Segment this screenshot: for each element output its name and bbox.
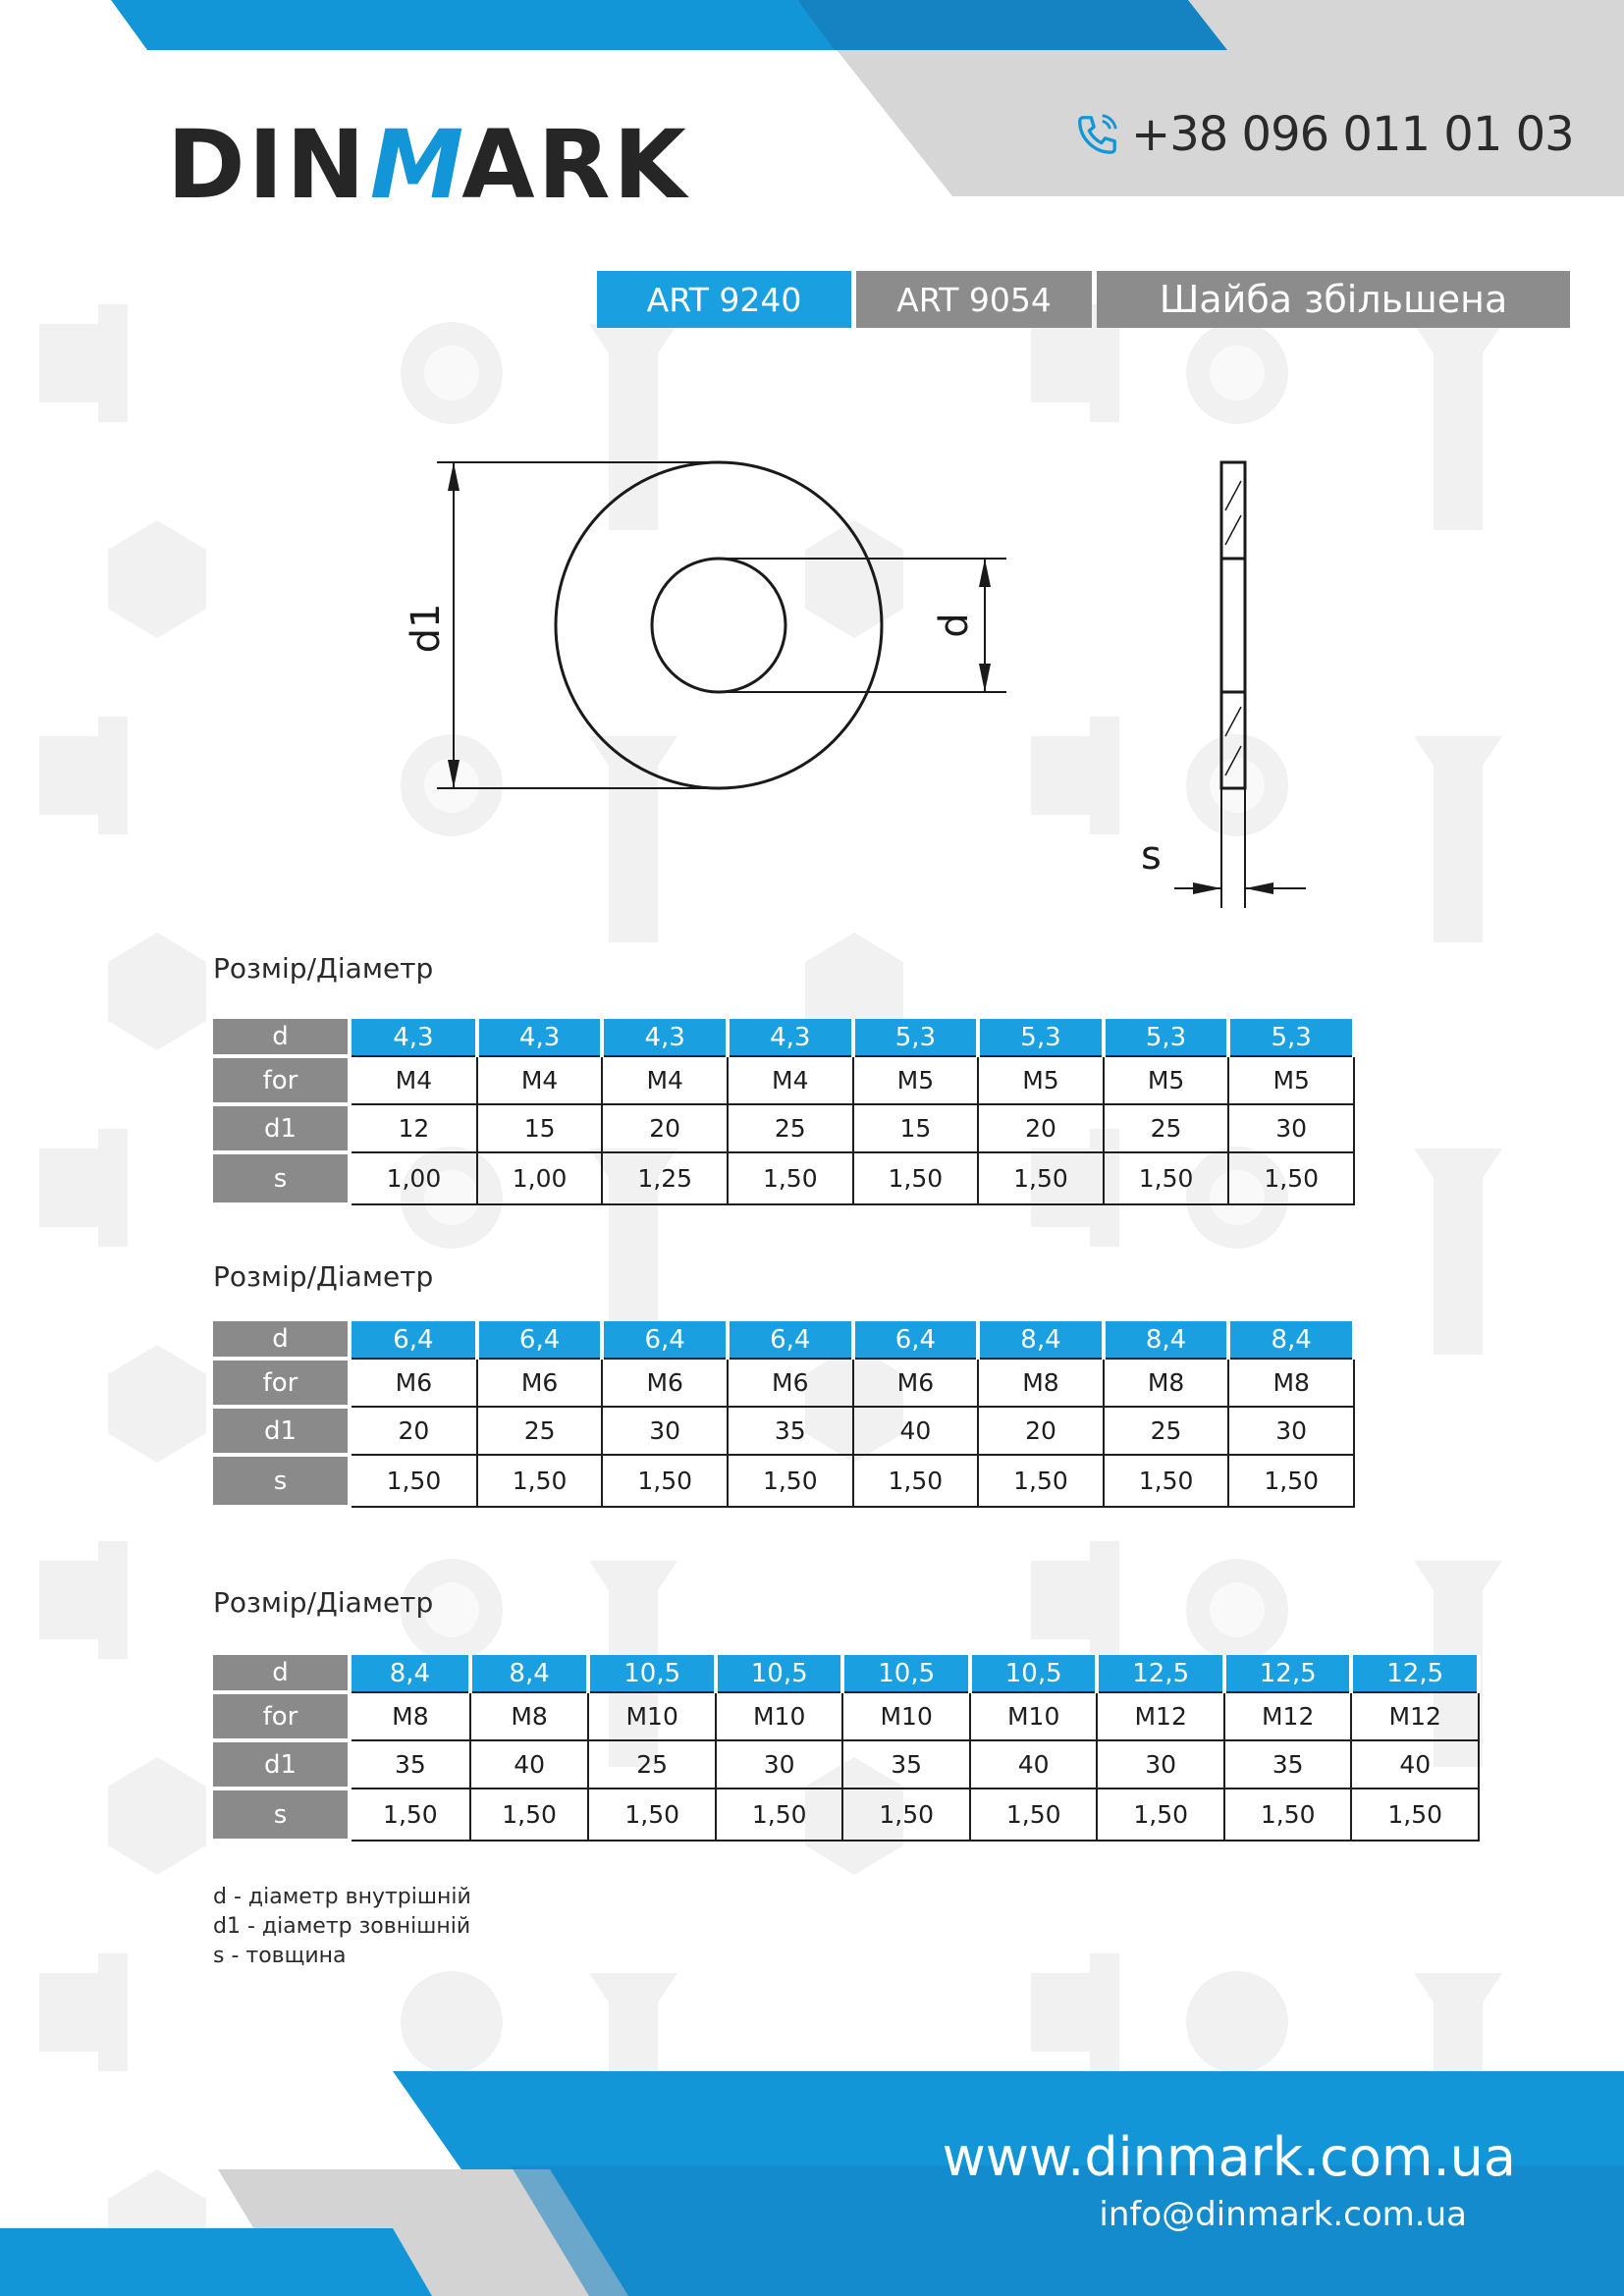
for-value: M12	[1224, 1692, 1352, 1740]
s-value: 1,50	[716, 1789, 843, 1841]
label-d: d	[932, 613, 977, 638]
s-value: 1,50	[842, 1789, 970, 1841]
for-value: M6	[602, 1359, 728, 1407]
for-value: M6	[853, 1359, 979, 1407]
for-value: M4	[477, 1056, 603, 1104]
for-value: M5	[978, 1056, 1104, 1104]
d1-value: 20	[978, 1104, 1104, 1152]
d-value: 4,3	[728, 1019, 853, 1056]
s-value: 1,50	[1351, 1789, 1479, 1841]
s-value: 1,50	[602, 1455, 728, 1507]
for-value: M8	[470, 1692, 589, 1740]
phone-contact[interactable]	[1074, 100, 1574, 169]
s-value: 1,50	[970, 1789, 1098, 1841]
d1-value: 25	[588, 1740, 716, 1789]
row-label-s: s	[213, 1789, 350, 1841]
d-value: 6,4	[350, 1321, 477, 1359]
for-value: M10	[842, 1692, 970, 1740]
for-value: M8	[978, 1359, 1104, 1407]
for-value: M12	[1351, 1692, 1479, 1740]
d1-value: 25	[1104, 1407, 1229, 1455]
label-d1: d1	[404, 603, 449, 654]
d1-value: 30	[602, 1407, 728, 1455]
d-value: 10,5	[842, 1655, 970, 1692]
d-value: 5,3	[853, 1019, 979, 1056]
d1-value: 30	[1228, 1407, 1354, 1455]
d1-value: 35	[350, 1740, 470, 1789]
logo-mark: M	[369, 110, 460, 220]
s-value: 1,50	[978, 1455, 1104, 1507]
washer-inner-circle	[652, 559, 785, 692]
d-value: 4,3	[477, 1019, 603, 1056]
s-value: 1,50	[588, 1789, 716, 1841]
s-value: 1,25	[602, 1152, 728, 1204]
d1-value: 30	[716, 1740, 843, 1789]
d-value: 6,4	[728, 1321, 853, 1359]
d-value: 12,5	[1097, 1655, 1224, 1692]
d-value: 12,5	[1224, 1655, 1352, 1692]
d-value: 8,4	[1104, 1321, 1229, 1359]
s-value: 1,50	[1104, 1455, 1229, 1507]
for-value: M6	[350, 1359, 477, 1407]
for-value: M6	[728, 1359, 853, 1407]
row-label-s: s	[213, 1455, 350, 1507]
d-value: 5,3	[978, 1019, 1104, 1056]
for-value: M12	[1097, 1692, 1224, 1740]
row-label-d1: d1	[213, 1740, 350, 1789]
d1-value: 20	[350, 1407, 477, 1455]
d-value: 8,4	[978, 1321, 1104, 1359]
s-value: 1,50	[728, 1152, 853, 1204]
label-s: s	[1141, 833, 1162, 879]
s-value: 1,50	[1224, 1789, 1352, 1841]
for-value: M8	[1228, 1359, 1354, 1407]
washer-technical-drawing	[0, 432, 1624, 942]
dimension-legend	[213, 1883, 471, 1971]
d-value: 8,4	[350, 1655, 470, 1692]
d1-value: 15	[853, 1104, 979, 1152]
d1-value: 40	[470, 1740, 589, 1789]
legend-item: s - товщина	[213, 1944, 347, 1968]
d1-value: 25	[728, 1104, 853, 1152]
table-3-title: Розмір/Діаметр	[213, 1586, 434, 1619]
logo-suffix: ARK	[461, 110, 689, 220]
washer-outer-circle	[556, 462, 882, 788]
for-value: M4	[602, 1056, 728, 1104]
d1-value: 20	[602, 1104, 728, 1152]
for-value: M8	[350, 1692, 470, 1740]
for-value: M5	[853, 1056, 979, 1104]
for-value: M4	[728, 1056, 853, 1104]
d1-value: 30	[1228, 1104, 1354, 1152]
row-label-d: d	[213, 1321, 350, 1359]
for-value: M5	[1104, 1056, 1229, 1104]
for-value: M10	[970, 1692, 1098, 1740]
size-table-1	[213, 1019, 1356, 1206]
s-value: 1,50	[350, 1789, 470, 1841]
d-value: 6,4	[477, 1321, 603, 1359]
row-label-d1: d1	[213, 1407, 350, 1455]
d-value: 8,4	[470, 1655, 589, 1692]
dinmark-logo	[167, 110, 689, 220]
table-1-title: Розмір/Діаметр	[213, 952, 434, 985]
d-value: 10,5	[588, 1655, 716, 1692]
d1-value: 35	[728, 1407, 853, 1455]
row-label-d1: d1	[213, 1104, 350, 1152]
d-value: 8,4	[1228, 1321, 1354, 1359]
s-value: 1,50	[728, 1455, 853, 1507]
d1-value: 25	[477, 1407, 603, 1455]
size-table-2	[213, 1321, 1356, 1509]
s-value: 1,00	[477, 1152, 603, 1204]
legend-item: d - діаметр внутрішній	[213, 1885, 471, 1909]
d1-value: 12	[350, 1104, 477, 1152]
s-value: 1,50	[1104, 1152, 1229, 1204]
row-label-for: for	[213, 1359, 350, 1407]
d1-value: 40	[1351, 1740, 1479, 1789]
table-2-title: Розмір/Діаметр	[213, 1260, 434, 1293]
legend-item: d1 - діаметр зовнішній	[213, 1914, 471, 1939]
s-value: 1,50	[978, 1152, 1104, 1204]
d1-value: 35	[842, 1740, 970, 1789]
d1-value: 40	[970, 1740, 1098, 1789]
row-label-d: d	[213, 1655, 350, 1692]
d-value: 6,4	[853, 1321, 979, 1359]
row-label-d: d	[213, 1019, 350, 1056]
d-value: 4,3	[350, 1019, 477, 1056]
d-value: 4,3	[602, 1019, 728, 1056]
d-value: 10,5	[970, 1655, 1098, 1692]
s-value: 1,50	[853, 1455, 979, 1507]
s-value: 1,00	[350, 1152, 477, 1204]
for-value: M10	[588, 1692, 716, 1740]
d1-value: 25	[1104, 1104, 1229, 1152]
s-value: 1,50	[1097, 1789, 1224, 1841]
row-label-for: for	[213, 1692, 350, 1740]
d1-value: 30	[1097, 1740, 1224, 1789]
d-value: 12,5	[1351, 1655, 1479, 1692]
s-value: 1,50	[1228, 1455, 1354, 1507]
row-label-s: s	[213, 1152, 350, 1204]
s-value: 1,50	[470, 1789, 589, 1841]
d1-value: 40	[853, 1407, 979, 1455]
for-value: M5	[1228, 1056, 1354, 1104]
phone-icon	[1074, 112, 1119, 157]
phone-number: +38 096 011 01 03	[1131, 107, 1574, 162]
s-value: 1,50	[477, 1455, 603, 1507]
d1-value: 20	[978, 1407, 1104, 1455]
article-tab-primary: ART 9240	[597, 271, 851, 328]
s-value: 1,50	[1228, 1152, 1354, 1204]
d1-value: 15	[477, 1104, 603, 1152]
for-value: M6	[477, 1359, 603, 1407]
d-value: 5,3	[1228, 1019, 1354, 1056]
d-value: 5,3	[1104, 1019, 1229, 1056]
d1-value: 35	[1224, 1740, 1352, 1789]
email-link[interactable]: info@dinmark.com.ua	[1099, 2195, 1467, 2234]
website-link[interactable]: www.dinmark.com.ua	[942, 2126, 1516, 2188]
logo-prefix: DIN	[167, 110, 368, 220]
row-label-for: for	[213, 1056, 350, 1104]
size-table-3	[213, 1655, 1481, 1842]
article-tab-secondary: ART 9054	[856, 271, 1092, 328]
d-value: 10,5	[716, 1655, 843, 1692]
d-value: 6,4	[602, 1321, 728, 1359]
for-value: M10	[716, 1692, 843, 1740]
product-name: Шайба збільшена	[1097, 271, 1570, 328]
s-value: 1,50	[350, 1455, 477, 1507]
for-value: M8	[1104, 1359, 1229, 1407]
for-value: M4	[350, 1056, 477, 1104]
s-value: 1,50	[853, 1152, 979, 1204]
